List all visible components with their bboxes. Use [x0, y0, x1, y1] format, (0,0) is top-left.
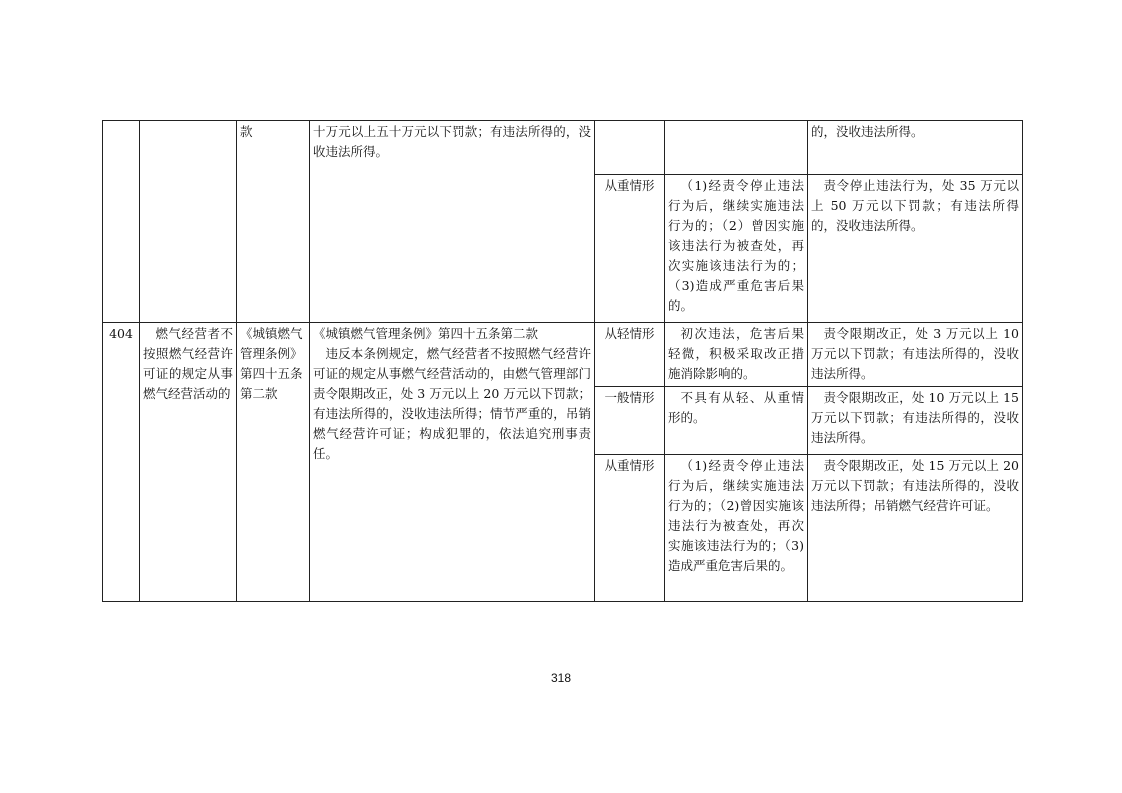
cell-circumstance: 从重情形 — [595, 455, 665, 602]
penalty-table — [102, 120, 1023, 602]
cell-circumstance: 从重情形 — [595, 175, 665, 323]
cell-basis: 《城镇燃气管理条例》第四十五条第二款 — [237, 323, 310, 602]
cell-condition: （1)经责令停止违法行为后，继续实施违法行为的；（2）曾因实施该违法行为被查处，再次实施该违法行为的；（3)造成严重危害后果的。 — [665, 175, 808, 323]
cell-penalty: 责令限期改正，处 3 万元以上 10 万元以下罚款；有违法所得的，没收违法所得。 — [808, 323, 1023, 387]
provision-text: 违反本条例规定，燃气经营者不按照燃气经营许可证的规定从事燃气经营活动的，由燃气管理部门责令限期改正，处 3 万元以上 20 万元以下罚款；有违法所得的，没收违法所得；情节严重的，吊销燃气经营许可证；构成犯罪的，依法追究刑事责任。 — [313, 346, 591, 461]
cell-condition — [665, 121, 808, 175]
cell-number: 404 — [103, 323, 140, 602]
cell-matter — [140, 121, 237, 323]
cell-condition: 初次违法，危害后果轻微，积极采取改正措施消除影响的。 — [665, 323, 808, 387]
cell-penalty: 责令停止违法行为，处 35 万元以上 50 万元以下罚款；有违法所得的，没收违法所得。 — [808, 175, 1023, 323]
cell-circumstance: 一般情形 — [595, 387, 665, 455]
page-number: 318 — [550, 671, 572, 685]
cell-penalty: 的，没收违法所得。 — [808, 121, 1023, 175]
cell-penalty: 责令限期改正，处 10 万元以上 15 万元以下罚款；有违法所得的，没收违法所得。 — [808, 387, 1023, 455]
cell-penalty: 责令限期改正，处 15 万元以上 20 万元以下罚款；有违法所得的，没收违法所得；吊销燃气经营许可证。 — [808, 455, 1023, 602]
cell-number — [103, 121, 140, 323]
cell-circumstance — [595, 121, 665, 175]
cell-provision — [310, 323, 595, 602]
cell-provision: 十万元以上五十万元以下罚款；有违法所得的，没收违法所得。 — [310, 121, 595, 323]
cell-condition: （1)经责令停止违法行为后，继续实施违法行为的；（2)曾因实施该违法行为被查处，再次实施该违法行为的；（3)造成严重危害后果的。 — [665, 455, 808, 602]
cell-condition: 不具有从轻、从重情形的。 — [665, 387, 808, 455]
cell-matter: 燃气经营者不按照燃气经营许可证的规定从事燃气经营活动的 — [140, 323, 237, 602]
table-row — [103, 121, 1023, 175]
cell-circumstance: 从轻情形 — [595, 323, 665, 387]
table-row — [103, 323, 1023, 387]
cell-basis: 款 — [237, 121, 310, 323]
provision-title: 《城镇燃气管理条例》第四十五条第二款 — [313, 326, 539, 341]
